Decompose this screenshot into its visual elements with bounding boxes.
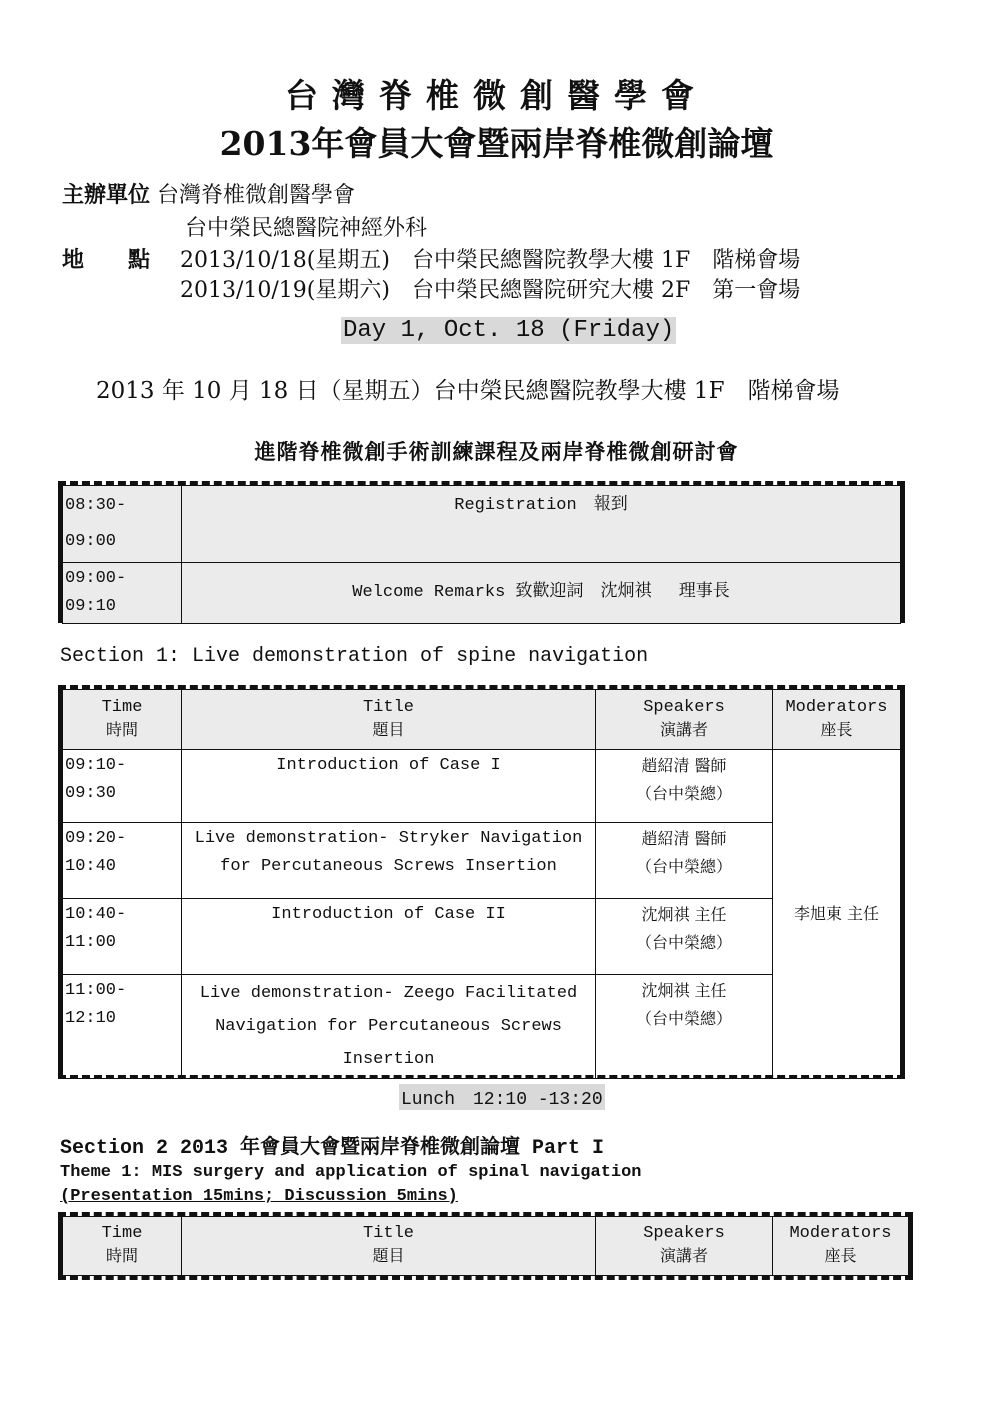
lunch-break: Lunch 12:10 -13:20 bbox=[399, 1084, 605, 1110]
s2-header-time-cn: 時間 bbox=[105, 1246, 138, 1265]
row4-time: 11:00-12:10 bbox=[63, 975, 182, 1079]
row4-speaker-name: 沈炯祺 主任 bbox=[641, 981, 727, 1000]
table-row bbox=[63, 750, 901, 823]
row3-speaker bbox=[596, 899, 773, 975]
table-row bbox=[63, 563, 901, 624]
row1-speaker bbox=[596, 750, 773, 823]
row1-speaker-affil: （台中榮總） bbox=[635, 784, 732, 803]
row1-title: Introduction of Case I bbox=[182, 750, 596, 823]
host-2: 台中榮民總醫院神經外科 bbox=[185, 216, 428, 241]
section1-title: Section 1: Live demonstration of spine navigation bbox=[60, 645, 649, 668]
venue-label: 地 點 bbox=[62, 247, 151, 273]
day1-label: Day 1, Oct. 18 (Friday) bbox=[343, 317, 675, 344]
venue-2: 2013/10/19(星期六) 台中榮民總醫院研究大樓 2F 第一會場 bbox=[180, 278, 801, 303]
header-title bbox=[182, 690, 596, 750]
table-header-row bbox=[63, 690, 901, 750]
header-title-en: Title bbox=[362, 697, 414, 717]
s2-header-moderators-en: Moderators bbox=[789, 1224, 892, 1243]
row4-speaker bbox=[596, 975, 773, 1079]
s2-header-moderators bbox=[773, 1217, 909, 1276]
section2-theme: Theme 1: MIS surgery and application of spinal navigation bbox=[60, 1163, 642, 1182]
row4-speaker-affil: （台中榮總） bbox=[635, 1009, 732, 1028]
venue-line-1 bbox=[62, 243, 800, 274]
row4-title: Live demonstration- Zeego Facilitated Navigation for Percutaneous Screws Insertion bbox=[182, 975, 596, 1079]
header-title-cn: 題目 bbox=[372, 719, 405, 739]
section2-title: Section 2 2013 年會員大會暨兩岸脊椎微創論壇 Part I bbox=[60, 1137, 605, 1160]
header-speakers-en: Speakers bbox=[643, 697, 725, 717]
section1-moderator: 李旭東 主任 bbox=[773, 750, 901, 1079]
s2-header-speakers-en: Speakers bbox=[643, 1224, 725, 1243]
row2-title: Live demonstration- Stryker Navigation for Percutaneous Screws Insertion bbox=[182, 823, 596, 899]
header-speakers-cn: 演講者 bbox=[659, 719, 708, 739]
row3-speaker-name: 沈炯祺 主任 bbox=[641, 905, 727, 924]
row2-speaker bbox=[596, 823, 773, 899]
header-moderators-cn: 座長 bbox=[820, 719, 853, 739]
header-time-cn: 時間 bbox=[105, 719, 138, 739]
row2-speaker-name: 趙紹清 醫師 bbox=[641, 829, 727, 848]
event-title: 2013年會員大會暨兩岸脊椎微創論壇 bbox=[219, 124, 774, 163]
section2-note: (Presentation 15mins; Discussion 5mins) bbox=[60, 1187, 458, 1206]
s2-header-title-cn: 題目 bbox=[372, 1246, 405, 1265]
header-time bbox=[63, 690, 182, 750]
row1-speaker-name: 趙紹清 醫師 bbox=[641, 756, 727, 775]
host-1: 台灣脊椎微創醫學會 bbox=[157, 183, 356, 208]
table-row bbox=[63, 486, 901, 563]
opening-time-1: 08:30-09:00 bbox=[63, 486, 182, 563]
row3-title: Introduction of Case II bbox=[182, 899, 596, 975]
header-speakers bbox=[596, 690, 773, 750]
header-moderators-en: Moderators bbox=[785, 697, 888, 717]
s2-header-speakers-cn: 演講者 bbox=[659, 1246, 708, 1265]
s2-header-time-en: Time bbox=[101, 1224, 143, 1243]
host-label: 主辦單位 bbox=[62, 182, 151, 208]
s2-header-speakers bbox=[596, 1217, 773, 1276]
opening-text-2: Welcome Remarks 致歡迎詞 沈炯祺 理事長 bbox=[182, 563, 901, 624]
table-header-row bbox=[63, 1217, 909, 1276]
opening-text-1: Registration 報到 bbox=[182, 486, 901, 563]
course-title: 進階脊椎微創手術訓練課程及兩岸脊椎微創研討會 bbox=[254, 439, 739, 464]
s2-header-moderators-cn: 座長 bbox=[824, 1246, 857, 1265]
s2-header-title-en: Title bbox=[362, 1224, 414, 1243]
row1-time: 09:10-09:30 bbox=[63, 750, 182, 823]
s2-header-time bbox=[63, 1217, 182, 1276]
row2-time: 09:20-10:40 bbox=[63, 823, 182, 899]
opening-table bbox=[58, 481, 905, 623]
day1-date-line: 2013 年 10 月 18 日（星期五）台中榮民總醫院教學大樓 1F 階梯會場 bbox=[96, 378, 840, 404]
section1-table bbox=[58, 685, 905, 1079]
s2-header-title bbox=[182, 1217, 596, 1276]
row3-time: 10:40-11:00 bbox=[63, 899, 182, 975]
org-title: 台灣脊椎微創醫學會 bbox=[285, 76, 708, 115]
row2-speaker-affil: （台中榮總） bbox=[635, 857, 732, 876]
header-time-en: Time bbox=[101, 697, 143, 717]
section2-table bbox=[58, 1212, 913, 1280]
venue-1: 2013/10/18(星期五) 台中榮民總醫院教學大樓 1F 階梯會場 bbox=[180, 248, 801, 273]
opening-time-2: 09:00-09:10 bbox=[63, 563, 182, 624]
row3-speaker-affil: （台中榮總） bbox=[635, 933, 732, 952]
header-moderators bbox=[773, 690, 901, 750]
host-line-1 bbox=[62, 178, 355, 209]
